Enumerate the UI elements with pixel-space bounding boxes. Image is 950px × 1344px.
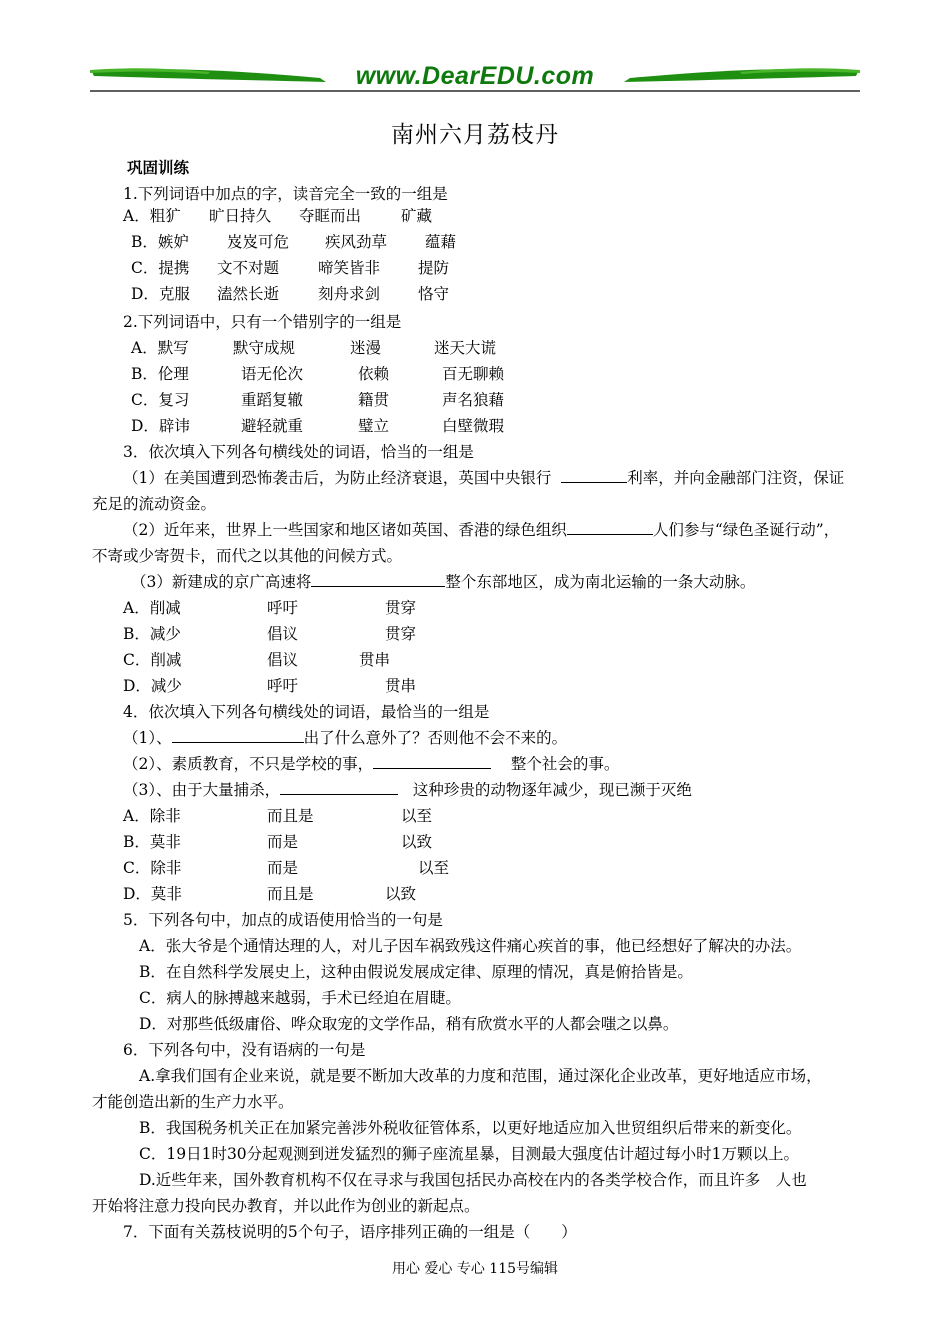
q3-sentence-1-cont: 充足的流动资金。 [92, 495, 217, 513]
option-word: 籍贯 [358, 391, 390, 409]
option-label: A．默写 [131, 339, 189, 357]
q7-stem: 7．下面有关荔枝说明的5个句子，语序排列正确的一组是（ ） [123, 1223, 577, 1241]
fill-blank [567, 520, 653, 535]
option-word: 璧立 [358, 417, 390, 435]
fill-blank [172, 728, 304, 743]
option-word: 避轻就重 [241, 417, 304, 435]
option-word: 疾风劲草 [325, 233, 388, 251]
option-label: C．提携 [131, 259, 190, 277]
option-label: A．粗犷 [123, 207, 181, 225]
option-word: 蕴藉 [425, 233, 457, 251]
q3-sentence-3: （3）新建成的京广高速将 整个东部地区，成为南北运输的一条大动脉。 [131, 573, 756, 591]
q3-stem: 3．依次填入下列各句横线处的词语，恰当的一组是 [123, 443, 474, 461]
q5-option-c: C．病人的脉搏越来越弱，手术已经迫在眉睫。 [139, 989, 461, 1007]
option-word: 矿藏 [401, 207, 433, 225]
q6-option-b: B．我国税务机关正在加紧完善涉外税收征管体系，以更好地适应加入世贸组织后带来的新变化。 [139, 1119, 802, 1137]
document-title: 南州六月荔枝丹 [391, 122, 559, 148]
option-word: 语无伦次 [241, 365, 304, 383]
site-banner [90, 58, 860, 96]
q4-sentence-3: （3）、由于大量捕杀， 这种珍贵的动物逐年减少，现已濒于灭绝 [123, 781, 692, 799]
option-label: C．复习 [131, 391, 190, 409]
site-logo-text: www.DearEDU.com [355, 62, 595, 90]
option-word: 刻舟求剑 [318, 285, 381, 303]
q6-option-a-cont: 才能创造出新的生产力水平。 [92, 1093, 294, 1111]
option-label: B．嫉妒 [131, 233, 189, 251]
q3-sentence-2-cont: 不寄或少寄贺卡，而代之以其他的问候方式。 [92, 547, 403, 565]
fill-blank [311, 572, 445, 587]
q1-stem: 1.下列词语中加点的字，读音完全一致的一组是 [123, 185, 448, 203]
option-label: D．克服 [131, 285, 190, 303]
fill-blank [280, 780, 398, 795]
q2-stem: 2.下列词语中，只有一个错别字的一组是 [123, 313, 402, 331]
option-word: 溘然长逝 [217, 285, 280, 303]
q3-sentence-1: （1）在美国遭到恐怖袭击后，为防止经济衰退，英国中央银行 利率，并向金融部门注资，保证 [123, 469, 845, 487]
q6-option-d: D.近些年来，国外教育机构不仅在寻求与我国包括民办高校在内的各类学校合作，而且许多 人也 [139, 1171, 807, 1189]
q6-option-c: C．19日1时30分起观测到迸发猛烈的狮子座流星暴，目测最大强度估计超过每小时1万颗以上。 [139, 1145, 800, 1163]
option-word: 声名狼藉 [442, 391, 505, 409]
option-label: B．伦理 [131, 365, 189, 383]
option-label: D．辟讳 [131, 417, 190, 435]
option-word: 依赖 [358, 365, 390, 383]
q5-option-a: A．张大爷是个通情达理的人，对儿子因车祸致残这件痛心疾首的事，他已经想好了解决的办法。 [139, 937, 802, 955]
option-word: 百无聊赖 [442, 365, 505, 383]
option-word: 默守成规 [233, 339, 296, 357]
option-word: 文不对题 [217, 259, 280, 277]
q6-option-a: A.拿我们国有企业来说，就是要不断加大改革的力度和范围，通过深化企业改革，更好地适应市场， [139, 1067, 822, 1085]
option-word: 迷漫 [350, 339, 382, 357]
page-footer: 用心 爱心 专心 115号编辑 [391, 1261, 559, 1277]
option-word: 旷日持久 [209, 207, 272, 225]
q5-option-b: B．在自然科学发展史上，这种由假说发展成定律、原理的情况，真是俯拾皆是。 [139, 963, 693, 981]
q6-option-d-cont: 开始将注意力投向民办教育，并以此作为创业的新起点。 [92, 1197, 480, 1215]
fill-blank [561, 468, 627, 483]
option-word: 重蹈复辙 [241, 391, 304, 409]
q3-sentence-2: （2）近年来，世界上一些国家和地区诸如英国、香港的绿色组织 人们参与“绿色圣诞行动”， [123, 521, 840, 539]
fill-blank [373, 754, 491, 769]
q4-sentence-2: （2）、素质教育，不只是学校的事， 整个社会的事。 [123, 755, 620, 773]
q5-option-d: D．对那些低级庸俗、哗众取宠的文学作品，稍有欣赏水平的人都会嗤之以鼻。 [139, 1015, 679, 1033]
q4-stem: 4．依次填入下列各句横线处的词语，最恰当的一组是 [123, 703, 490, 721]
q5-stem: 5．下列各句中，加点的成语使用恰当的一句是 [123, 911, 443, 929]
option-word: 提防 [418, 259, 450, 277]
option-word: 夺眶而出 [299, 207, 362, 225]
option-word: 啼笑皆非 [318, 259, 381, 277]
option-word: 岌岌可危 [227, 233, 290, 251]
section-heading: 巩固训练 [127, 159, 190, 177]
q6-stem: 6．下列各句中，没有语病的一句是 [123, 1041, 366, 1059]
option-word: 迷天大谎 [434, 339, 497, 357]
option-word: 白壁微瑕 [442, 417, 505, 435]
option-word: 恪守 [418, 285, 450, 303]
q4-sentence-1: （1）、 出了什么意外了？否则他不会不来的。 [123, 729, 568, 747]
